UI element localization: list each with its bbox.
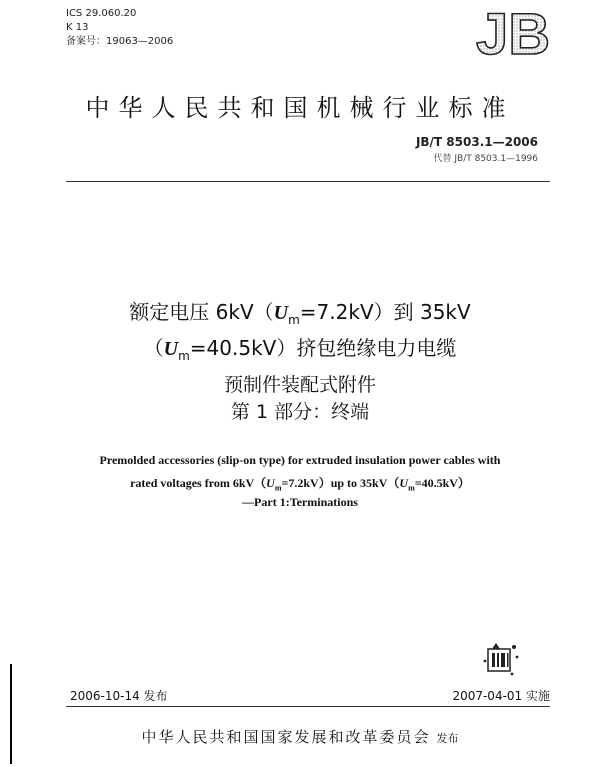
title-zh-line-3: 预制件装配式附件	[223, 374, 376, 396]
scan-edge-mark	[10, 664, 12, 764]
barcode-stamp-icon	[482, 639, 522, 679]
title-en-line-3: —Part 1:Terminations	[242, 495, 358, 509]
classification-code: K 13	[66, 22, 89, 33]
title-zh-line-2: $(U_m=40.5kV)$挤包绝缘电力电缆	[143, 336, 457, 363]
header-rule	[66, 181, 550, 182]
issuer	[0, 726, 600, 747]
implementation-date: 2007-04-01 实施	[452, 689, 550, 703]
title-en-line-1: Premolded accessories (slip-on type) for extruded insulation power cables with	[99, 453, 501, 467]
record-number: 备案号：19063—2006	[66, 36, 174, 47]
issuer-suffix: 发布	[436, 732, 459, 745]
standard-code: JB/T 8503.1—2006	[415, 135, 538, 149]
title-zh-line-1: 额定电压 $6kV(U_m=7.2kV)$到 35kV	[129, 300, 471, 327]
ics-code: ICS 29.060.20	[66, 8, 137, 19]
issue-date: 2006-10-14 发布	[70, 689, 168, 703]
footer-rule	[66, 706, 550, 707]
title-zh-line-4: 第 1 部分：终端	[230, 401, 370, 423]
jb-logo	[474, 2, 551, 67]
title-en-line-2: rated voltages from $6kV(U_m=7.2kV)up$ to $35kV(U_m=40.5kV)$	[130, 476, 470, 493]
logo-text: JB	[476, 2, 551, 67]
issuer-organization: 中华人民共和国国家发展和改革委员会	[141, 728, 431, 746]
standard-category-title: 中华人民共和国机械行业标准	[85, 94, 515, 122]
replaces-standard: 代替 JB/T 8503.1—1996	[433, 154, 538, 164]
